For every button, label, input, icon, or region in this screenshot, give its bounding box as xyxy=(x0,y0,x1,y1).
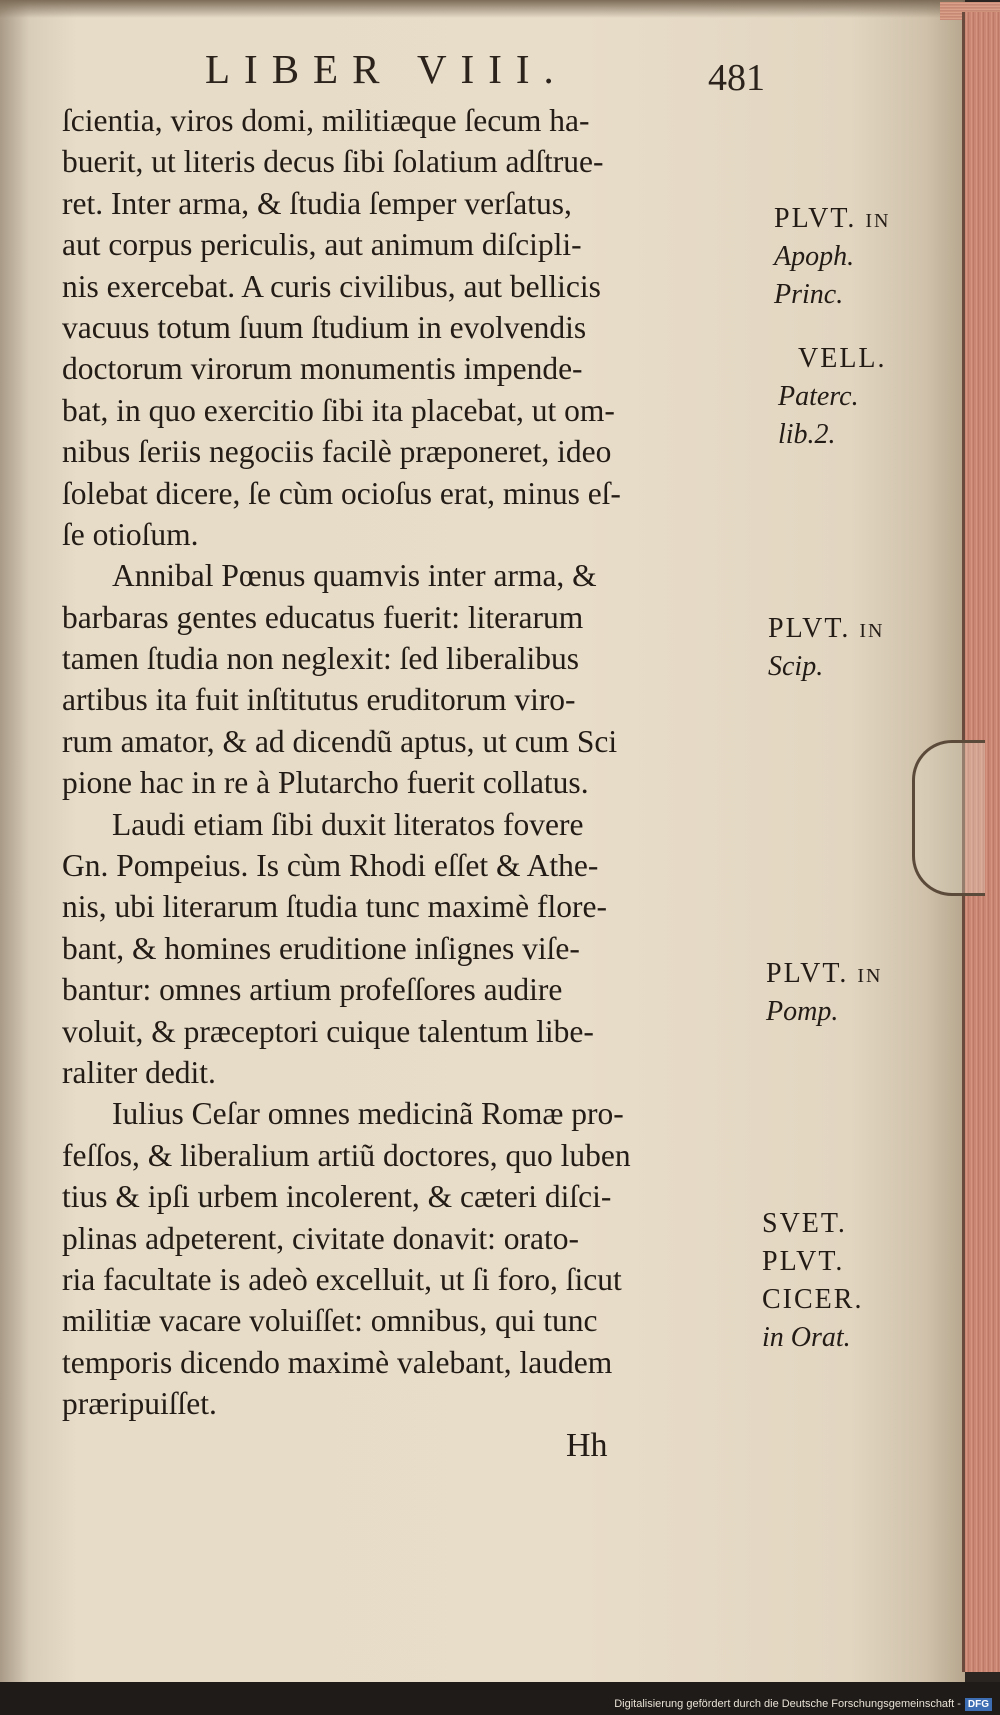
margin-note-line: Princ. xyxy=(774,279,844,310)
text-line: tamen ſtudia non neglexit: ſed liberalibus xyxy=(62,641,579,677)
text-line: Annibal Pœnus quamvis inter arma, & xyxy=(112,558,597,594)
margin-note-plut-pomp xyxy=(766,955,882,1031)
bookmark-tab xyxy=(912,740,985,896)
text-line: barbaras gentes educatus fuerit: literarum xyxy=(62,599,584,635)
margin-note-line: PLVT. in xyxy=(768,613,885,644)
page-number: 481 xyxy=(708,57,765,99)
text-line: militiæ vacare voluiſſet: omnibus, qui tunc xyxy=(62,1303,598,1339)
margin-note-line: PLVT. xyxy=(762,1246,845,1277)
page-top-shadow xyxy=(0,0,965,18)
dfg-logo-icon: DFG xyxy=(965,1698,992,1711)
text-line: vacuus totum ſuum ſtudium in evolvendis xyxy=(62,309,587,345)
text-line: ſcientia, viros domi, militiæque ſecum ha- xyxy=(62,103,590,138)
text-line: Laudi etiam ſibi duxit literatos fovere xyxy=(112,806,584,842)
margin-note-plut-apoph xyxy=(774,200,890,314)
margin-note-vell-paterc xyxy=(778,340,887,454)
text-line: doctorum virorum monumentis impende- xyxy=(62,351,583,387)
text-line: bat, in quo exercitio ſibi ita placebat, ut om- xyxy=(62,392,615,428)
text-line: ſolebat dicere, ſe cùm ocioſus erat, minus eſ- xyxy=(62,475,621,511)
text-line: aut corpus periculis, aut animum diſcipli- xyxy=(62,227,582,263)
margin-note-line: PLVT. in xyxy=(766,958,883,989)
text-line: voluit, & præceptori cuique talentum libe- xyxy=(62,1013,594,1049)
text-line: rum amator, & ad dicendũ aptus, ut cum Sci xyxy=(62,723,618,759)
margin-note-suet-plut-cicer xyxy=(762,1205,863,1357)
scan-background-strip xyxy=(0,1682,1000,1715)
text-line: tius & ipſi urbem incolerent, & cæteri diſci- xyxy=(62,1179,612,1215)
text-line: pione hac in re à Plutarcho fuerit collatus. xyxy=(62,765,589,801)
text-line: buerit, ut literis decus ſibi ſolatium adſtrue- xyxy=(62,144,604,180)
text-line: temporis dicendo maximè valebant, laudem xyxy=(62,1344,613,1380)
credit-text: Digitalisierung gefördert durch die Deutsche Forschungsgemeinschaft - xyxy=(614,1698,961,1710)
text-line: ſe otioſum. xyxy=(62,516,199,552)
catchword: Hh xyxy=(566,1427,608,1464)
margin-note-line: Scip. xyxy=(768,651,824,682)
margin-note-line: CICER. xyxy=(762,1284,864,1315)
text-line: nis exercebat. A curis civilibus, aut bellicis xyxy=(62,268,601,304)
running-title: LIBER VIII. xyxy=(205,46,568,92)
text-line: nis, ubi literarum ſtudia tunc maximè flore- xyxy=(62,889,607,925)
text-line: artibus ita fuit inſtitutus eruditorum viro- xyxy=(62,682,576,718)
margin-note-line: in Orat. xyxy=(762,1322,851,1353)
text-line: bant, & homines eruditione inſignes viſe- xyxy=(62,930,580,966)
text-line: raliter dedit. xyxy=(62,1054,216,1090)
margin-note-line: Apoph. xyxy=(774,241,855,272)
text-line: Gn. Pompeius. Is cùm Rhodi eſſet & Athe- xyxy=(62,848,599,884)
text-line: præripuiſſet. xyxy=(62,1386,217,1422)
margin-note-line: VELL. xyxy=(798,343,887,374)
margin-note-line: Paterc. xyxy=(778,381,859,412)
text-line: feſſos, & liberalium artiũ doctores, quo luben xyxy=(62,1137,631,1173)
text-line: Iulius Ceſar omnes medicinã Romæ pro- xyxy=(112,1096,624,1132)
text-line: plinas adpeterent, civitate donavit: orato- xyxy=(62,1220,579,1256)
text-line: nibus ſeriis negociis facilè præponeret, ideo xyxy=(62,434,612,470)
margin-note-line: PLVT. in xyxy=(774,203,891,234)
text-line: bantur: omnes artium profeſſores audire xyxy=(62,972,563,1008)
margin-note-line: Pomp. xyxy=(766,996,839,1027)
digitization-credit xyxy=(614,1695,992,1713)
text-line: ria facultate is adeò excelluit, ut ſi foro, ſicut xyxy=(62,1261,622,1297)
margin-note-line: lib.2. xyxy=(778,419,836,450)
margin-note-plut-scip xyxy=(768,610,884,686)
main-text-block xyxy=(62,100,762,1425)
margin-note-line: SVET. xyxy=(762,1208,847,1239)
text-line: ret. Inter arma, & ſtudia ſemper verſatus, xyxy=(62,185,572,221)
